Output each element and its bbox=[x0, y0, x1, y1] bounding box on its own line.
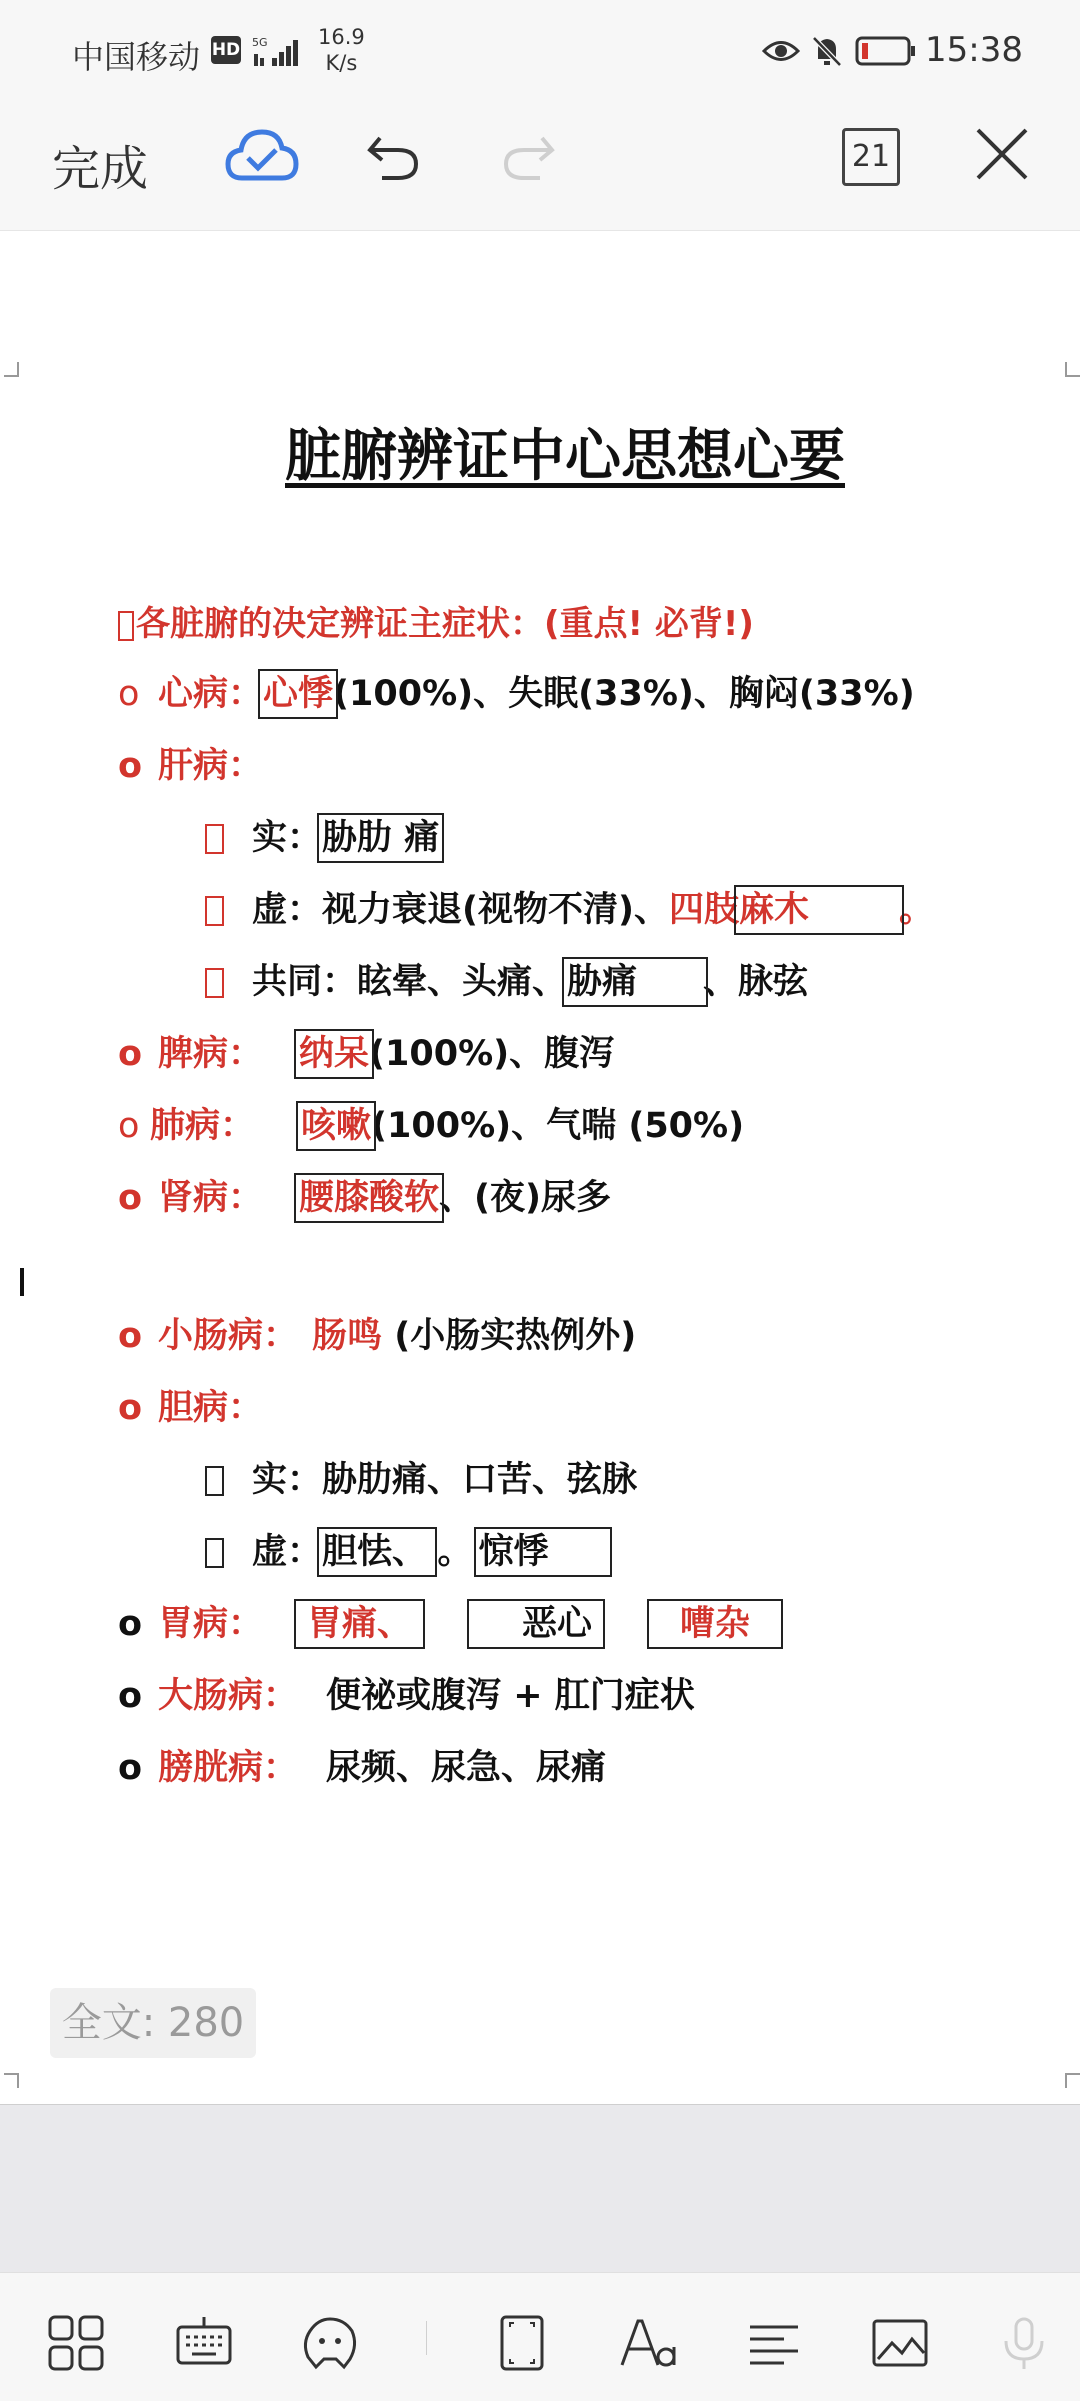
hd-badge: HD bbox=[211, 36, 241, 64]
word-count-badge: 全文: 280 bbox=[50, 1988, 256, 2058]
large-intestine-text: 便祕或腹泻 + 肛门症状 bbox=[326, 1676, 695, 1716]
microphone-icon[interactable] bbox=[994, 2313, 1054, 2373]
image-icon[interactable] bbox=[870, 2313, 930, 2373]
liver-common-line bbox=[205, 960, 808, 1004]
heart-disease-term: 心悸 bbox=[263, 674, 334, 714]
document-title: 脏腑辨证中心思想心要 bbox=[285, 424, 845, 489]
large-intestine-label: 大肠病： bbox=[158, 1676, 299, 1716]
gallbladder-deficiency-box1: 胆怯、 bbox=[322, 1532, 432, 1572]
liver-deficiency-line bbox=[205, 888, 934, 932]
gallbladder-disease-line bbox=[118, 1386, 263, 1430]
page-gap bbox=[0, 2104, 1080, 2273]
document-page[interactable] bbox=[0, 232, 1080, 2102]
redo-icon[interactable] bbox=[496, 126, 560, 186]
gallbladder-excess-text: 胁肋痛、口苦、弦脉 bbox=[322, 1460, 638, 1500]
liver-disease-line bbox=[118, 744, 263, 788]
list-bullet: o bbox=[118, 1178, 143, 1218]
list-bullet: o bbox=[118, 1748, 143, 1788]
page-corner-top-left bbox=[4, 362, 20, 378]
heart-disease-label: 心病： bbox=[158, 674, 264, 714]
lung-disease-line bbox=[118, 1104, 744, 1148]
bladder-disease-text: 尿频、尿急、尿痛 bbox=[326, 1748, 607, 1788]
gallbladder-deficiency-label: 虚： bbox=[252, 1532, 323, 1572]
lung-disease-term: 咳嗽 bbox=[301, 1106, 372, 1146]
small-intestine-term: 肠鸣 bbox=[312, 1316, 383, 1356]
network-label: 5G bbox=[252, 36, 268, 49]
fullscreen-icon[interactable] bbox=[492, 2313, 552, 2373]
list-bullet: o bbox=[118, 746, 143, 786]
editor-toolbar bbox=[0, 100, 1080, 231]
liver-deficiency-red1: 四肢 bbox=[669, 890, 740, 930]
liver-common-label: 共同： bbox=[252, 962, 358, 1002]
stomach-disease-box1: 胃痛、 bbox=[299, 1604, 420, 1644]
text-cursor bbox=[20, 1268, 24, 1296]
bladder-disease-label: 膀胱病： bbox=[158, 1748, 299, 1788]
list-bullet: o bbox=[118, 1604, 143, 1644]
toolbar-separator bbox=[426, 2321, 427, 2355]
gallbladder-excess-label: 实： bbox=[252, 1460, 323, 1500]
large-intestine-line bbox=[118, 1674, 695, 1718]
network-speed bbox=[318, 24, 365, 76]
keyboard-icon[interactable] bbox=[174, 2313, 234, 2373]
page-corner-top-right bbox=[1064, 362, 1080, 378]
list-bullet: o bbox=[118, 1034, 143, 1074]
mute-bell-icon bbox=[810, 34, 844, 68]
bottom-toolbar bbox=[0, 2272, 1080, 2401]
paragraph-icon[interactable] bbox=[744, 2313, 804, 2373]
gallbladder-deficiency-line bbox=[205, 1530, 607, 1574]
list-bullet: o bbox=[118, 1676, 143, 1716]
clock: 15:38 bbox=[925, 30, 1023, 70]
liver-excess-text: 胁肋 痛 bbox=[322, 818, 440, 858]
signal-icon bbox=[252, 34, 304, 68]
lung-disease-rest: (100%)、气喘 (50%) bbox=[371, 1106, 745, 1146]
carrier-name: 中国移动 bbox=[72, 38, 201, 76]
page-corner-bottom-right bbox=[1064, 2072, 1080, 2088]
small-intestine-rest: (小肠实热例外) bbox=[382, 1316, 637, 1356]
small-intestine-label: 小肠病： bbox=[158, 1316, 299, 1356]
liver-disease-label: 肝病： bbox=[158, 746, 264, 786]
gallbladder-deficiency-mid: 。 bbox=[437, 1532, 473, 1572]
gallbladder-deficiency-box2: 惊悸 bbox=[479, 1532, 607, 1572]
list-bullet: o bbox=[118, 674, 140, 714]
small-intestine-line bbox=[118, 1314, 636, 1358]
page-corner-bottom-left bbox=[4, 2072, 20, 2088]
done-button[interactable]: 完成 bbox=[52, 130, 148, 199]
apps-icon[interactable] bbox=[46, 2313, 106, 2373]
list-bullet: o bbox=[118, 1316, 143, 1356]
missing-glyph-bullet bbox=[205, 896, 224, 926]
missing-glyph-bullet bbox=[205, 968, 224, 998]
liver-common-text1: 眩晕、头痛、 bbox=[357, 962, 568, 1002]
stomach-disease-box3: 嘈杂 bbox=[652, 1604, 778, 1644]
liver-deficiency-tail: 。 bbox=[899, 890, 935, 930]
liver-common-boxed: 胁痛 bbox=[567, 962, 703, 1002]
cloud-check-icon[interactable] bbox=[224, 124, 300, 188]
spleen-disease-line bbox=[118, 1032, 614, 1076]
liver-deficiency-label: 虚： bbox=[252, 890, 323, 930]
kidney-disease-rest: 、(夜)尿多 bbox=[439, 1178, 612, 1218]
missing-glyph-bullet bbox=[205, 824, 224, 854]
stomach-disease-line bbox=[118, 1602, 778, 1646]
missing-glyph-bullet bbox=[205, 1538, 224, 1568]
battery-icon bbox=[855, 36, 917, 66]
gallbladder-disease-label: 胆病： bbox=[158, 1388, 264, 1428]
heart-disease-rest: (100%)、失眠(33%)、胸闷(33%) bbox=[333, 674, 915, 714]
spleen-disease-term: 纳呆 bbox=[299, 1034, 370, 1074]
missing-glyph-bullet bbox=[205, 1466, 224, 1496]
heart-disease-line bbox=[118, 672, 915, 716]
spleen-disease-label: 脾病： bbox=[158, 1034, 264, 1074]
liver-deficiency-red2: 麻木 bbox=[739, 890, 899, 930]
bladder-disease-line bbox=[118, 1746, 606, 1790]
liver-excess-label: 实： bbox=[252, 818, 323, 858]
speed-value: 16.9 bbox=[318, 25, 365, 49]
undo-icon[interactable] bbox=[362, 126, 426, 186]
kidney-disease-label: 肾病： bbox=[158, 1178, 264, 1218]
status-bar bbox=[0, 0, 1080, 100]
liver-deficiency-text: 视力衰退(视物不清)、 bbox=[322, 890, 670, 930]
lung-disease-label: 肺病： bbox=[150, 1106, 256, 1146]
stomach-disease-label: 胃病： bbox=[158, 1604, 264, 1644]
liver-common-text2: 、脉弦 bbox=[703, 962, 809, 1002]
page-count-button[interactable]: 21 bbox=[842, 128, 900, 186]
missing-glyph-bullet bbox=[118, 611, 134, 641]
eye-icon bbox=[762, 36, 800, 66]
gallbladder-excess-line bbox=[205, 1458, 637, 1502]
intro-line bbox=[118, 602, 754, 646]
speed-unit: K/s bbox=[325, 51, 358, 75]
liver-excess-line bbox=[205, 816, 439, 860]
spleen-disease-rest: (100%)、腹泻 bbox=[369, 1034, 615, 1074]
close-icon[interactable] bbox=[972, 124, 1032, 184]
kidney-disease-term: 腰膝酸软 bbox=[299, 1178, 440, 1218]
list-bullet: o bbox=[118, 1388, 143, 1428]
stomach-disease-box2: 恶心 bbox=[472, 1604, 600, 1644]
kidney-disease-line bbox=[118, 1176, 611, 1220]
voice-assistant-icon[interactable] bbox=[300, 2313, 360, 2373]
intro-text: 各脏腑的决定辨证主症状：(重点! 必背!) bbox=[136, 604, 754, 644]
font-icon[interactable] bbox=[618, 2313, 678, 2373]
list-bullet: o bbox=[118, 1106, 140, 1146]
